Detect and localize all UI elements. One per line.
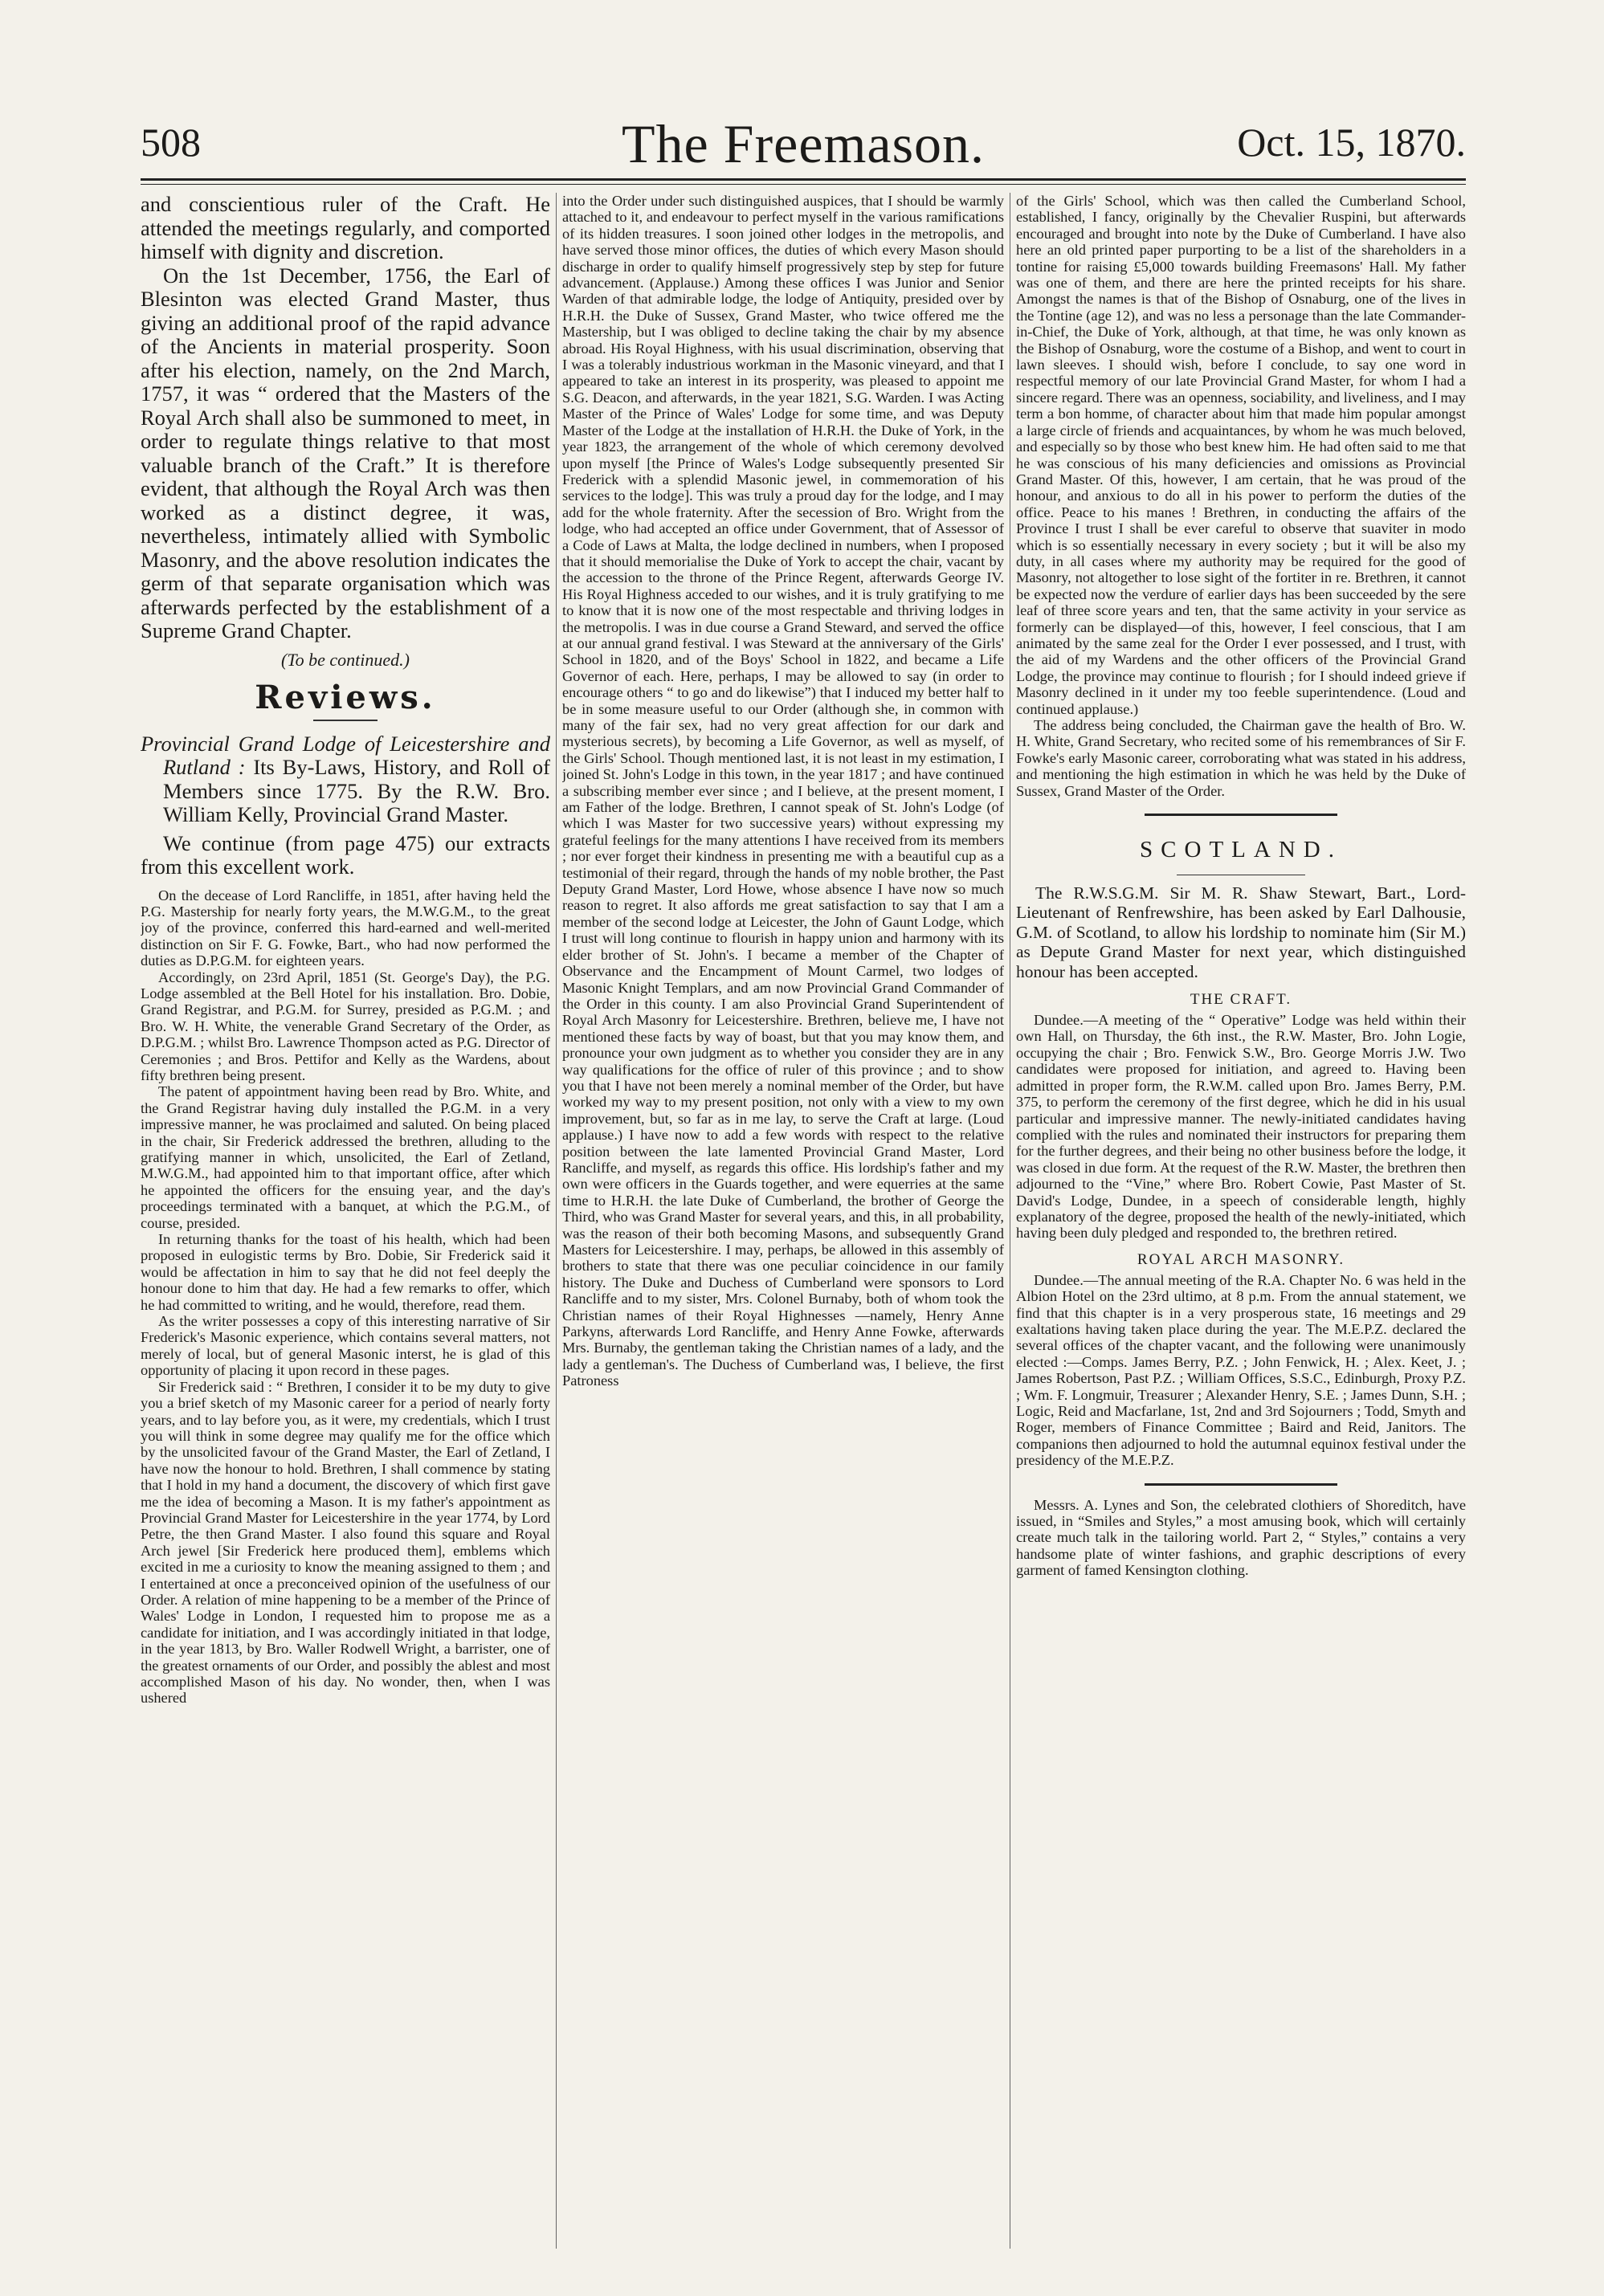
craft-paragraph: Dundee.—A meeting of the “ Operative” Lodge was held within their own Hall, on Thursday, the 6th inst., the R.W. Master, Bro. John Logie, occupying the chair ; Bro. Fenwick S.W., Bro. George Morris J.W. Two candidates were proposed for initiation, and agreed to. Having been admitted in proper form, the R.W.M. called upon Bro. James Berry, P.M. 375, to perform the ceremony of the first degree, which he did in his usual particular and impressive manner. The newly-initiated candidates having complied with the rules and nominated their instructors for preparing them for the further degrees, and their being no other business before the lodge, it was closed in due form. At the request of the R.W. Master, the brethren then adjourned to the “Vine,” where Bro. Robert Cowie, Past Master of St. David's Lodge, Dundee, in a speech of considerable length, highly explanatory of the degree, proposed the health of the newly-initiated, which having been duly pledged and responded to, the brethren retired. (1016, 1012, 1466, 1242)
review-title-rest: Its By-Laws, History, and Roll of Members since 1775. By the R.W. Bro. William Kelly, Provincial Grand Master. (163, 755, 550, 826)
craft-heading: THE CRAFT. (1190, 991, 1292, 1009)
article-paragraph: into the Order under such distinguished auspices, that I should be warmly attached to it, and endeavour to perfect myself in the various ramifications of its hidden treasures. I soon joined other lodges in the metropolis, and have served those minor offices, the duties of which every Mason should discharge in order to qualify himself progressively step by step for future advancement. (Applause.) Among these offices I was Junior and Senior Warden of that admirable lodge, the lodge of Antiquity, presided over by H.R.H. the Duke of Sussex, Grand Master, who twice offered me the Mastership, but I was obliged to decline taking the chair by my absence abroad. His Royal Highness, with his usual discrimination, observing that I was a tolerably industrious workman in the Masonic vineyard, and that I appeared to take an interest in its prosperity, was pleased to appoint me S.G. Deacon, and afterwards, in the year 1821, S.G. Warden. I was Acting Master of the Prince of Wales' Lodge for some time, and was Deputy Master of the Lodge at the installation of H.R.H. the Duke of York, in the year 1823, the arrangement of the whole of which ceremony devolved upon myself [the Prince of Wales's Lodge subsequently presented Sir Frederick with a splendid Masonic jewel, in commemoration of his services to the lodge]. This was truly a proud day for the lodge, and I may add for the whole fraternity. After the secession of Bro. Wright from the lodge, who had accepted an office under Government, that of Assessor of a Code of Laws at Malta, the lodge declined in numbers, when I proposed that it should memorialise the Duke of York to accept the chair, vacant by the accession to the throne of the Prince Regent, afterwards George IV. His Royal Highness acceded to our wishes, and it is truly gratifying to me to know that it is now one of the most respectable and thriving lodges in the metropolis. I was in due course a Grand Steward, and served the office at our annual grand festival. I was Steward at the anniversary of the Girls' School in 1820, and of the Boys' School in 1822, and became a Life Governor of each. Here, perhaps, I may be allowed to say (in order to encourage others “ to go and do likewise”) that I induced my better half to be in some measure useful to our Order (although she, in common with many of the fair sex, had no very great affection for our dark and mysterious secrets), by becoming a Life Governor, as well as myself, of the Girls' School. Though mentioned last, it is not least in my estimation, I joined St. John's Lodge in this town, in the year 1817 ; and have continued a subscribing member ever since ; and I believe, at the present moment, I am Father of the lodge. Brethren, I cannot speak of St. John's Lodge (of which I was Master for two successive years) without expressing my grateful feelings for the many attentions I have received from its members ; nor ever forget their kindness in presenting me with a beautiful cup as a testimonial of their regard, through the hands of my noble brother, the Past Deputy Grand Master, Lord Howe, whose absence I have now so much reason to regret. It also affords me great satisfaction to say that I am a member of the second lodge at Leicester, the John of Gaunt Lodge, which I trust will long continue to flourish in happy union and harmony with its elder brother of St. John's. I became a member of the Chapter of Observance and the Encampment of Mount Carmel, two lodges of Masonic Knight Templars, and am now Provincial Grand Commander of the Order in this county. I am also Provincial Grand Superintendent of Royal Arch Masonry for Leicestershire. Brethren, believe me, I have not mentioned these facts by way of boast, but that you may know them, and pronounce your own judgment as to whether you consider they are in any way qualifications for the office of ruler of this province ; and to show you that I have not been merely a nominal member of the Order, but have worked my way to my present position, not only with a view to my own improvement, but, so far as in me lay, to serve the Craft at large. (Loud applause.) I have now to add a few words with respect to the relative position between the late lamented Provincial Grand Master, Lord Rancliffe, and myself, as regards this office. His lordship's father and my own were officers in the Guards together, and were equerries at the same time to H.R.H. the late Duke of Cumberland, the brother of George the Third, who was Grand Master for several years, and this, in all probability, was the reason of their both becoming Masons, and subsequently Grand Masters for Leicestershire. I may, perhaps, be allowed in this assembly of brothers to state that there was one peculiar coincidence in our family history. The Duke and Duchess of Cumberland were sponsors to Lord Rancliffe and to my sister, Mrs. Colonel Burnaby, both of whom took the Christian names of their Royal Highnesses —namely, Henry Anne Parkyns, afterwards Lord Rancliffe, and Henry Anne Fowke, afterwards Mrs. Burnaby, the gentleman taking the Christian names of a lady, and the lady a gentleman's. The Duchess of Cumberland was, I believe, the first Patroness (562, 193, 1004, 1389)
review-title-italic: Provincial Grand Lodge of Leicestershire and Rutland : (141, 731, 550, 779)
article-paragraph: On the 1st December, 1756, the Earl of Blesinton was elected Grand Master, thus giving an additional proof of the rapid advance of the Ancients in material prosperity. Soon after his election, namely, on the 2nd March, 1757, it was “ ordered that the Masters of the Royal Arch shall also be summoned to meet, in order to regulate things relative to that most valuable branch of the Craft.” It is therefore evident, that although the Royal Arch was then worked as a distinct degree, it was, nevertheless, intimately allied with Symbolic Masonry, and the above resolution indicates the germ of that separate organisation which was afterwards perfected by the establishment of a Supreme Grand Chapter. (141, 263, 550, 642)
article-paragraph: Sir Frederick said : “ Brethren, I consider it to be my duty to give you a brief sketch of my Masonic career for a period of nearly forty years, and to lay before you, as it were, my credentials, which I trust you will think in some degree may qualify me for the office which by the unsolicited favour of the Grand Master, the Earl of Zetland, I have now the honour to hold. Brethren, I shall commence by stating that I hold in my hand a document, the discovery of which first gave me the idea of becoming a Mason. It is my father's appointment as Provincial Grand Master for Leicestershire in the year 1774, by Lord Petre, the then Grand Master. I also found this square and Royal Arch jewel [Sir Frederick here produced them], emblems which excited in me a curiosity to know the meaning assigned to them ; and I entertained at once a preconceived opinion of the usefulness of our Order. A relation of mine happening to be a member of the Prince of Wales' Lodge in London, I requested him to propose me as a candidate for initiation, and I was accordingly initiated in that lodge, in the year 1813, by Bro. Waller Rodwell Wright, a barrister, one of the greatest ornaments of our Order, and possibly the ablest and most accomplished Mason of his day. No wonder, then, when I was ushered (141, 1378, 550, 1707)
article-paragraph: The address being concluded, the Chairman gave the health of Bro. W. H. White, Grand Secretary, who recited some of his remembrances of Sir F. Fowke's early Masonic career, corroborating what was stated in his address, and mentioning the high estimation in which he was held by the Duke of Sussex, Grand Master of the Order. (1016, 717, 1466, 799)
article-paragraph: In returning thanks for the toast of his health, which had been proposed in eulogistic terms by Bro. Dobie, Sir Frederick said it would be affectation in him to say that he did not feel deeply the honour done to him that day. He had a few remarks to offer, which he had committed to writing, and he would, therefore, read them. (141, 1231, 550, 1313)
scotland-heading: SCOTLAND. (1140, 837, 1342, 863)
column-1 (141, 193, 550, 2249)
article-paragraph: The patent of appointment having been read by Bro. White, and the Grand Registrar having duly installed the P.G.M. in a very impressive manner, he was proclaimed and saluted. On being placed in the chair, Sir Frederick addressed the brethren, alluding to the gratifying manner in which, unsolicited, the Earl of Zetland, M.W.G.M., had appointed him to that important office, after which he appointed the officers for the ensuing year, and the day's proceedings terminated with a banquet, at which the P.G.M., of course, presided. (141, 1083, 550, 1231)
column-2 (562, 193, 1004, 2249)
column-divider (556, 193, 557, 2249)
royal-arch-paragraph: Dundee.—The annual meeting of the R.A. Chapter No. 6 was held in the Albion Hotel on the 23rd ultimo, at 8 p.m. From the annual statement, we find that this chapter is in a very prosperous state, 16 meetings and 29 exaltations having taken place during the year. The M.E.P.Z. declared the several offices of the chapter vacant, and the following were unanimously elected :—Comps. James Berry, P.Z. ; John Fenwick, H. ; Alex. Keet, J. ; James Robertson, Past P.Z. ; William Offices, S.S.C., Edinburgh, Proxy P.Z. ; Wm. F. Longmuir, Treasurer ; Alexander Henry, S.E. ; James Dunn, S.H. ; Logic, Reid and Macfarlane, 1st, 2nd and 3rd Sojourners ; Todd, Smyth and Roger, members of Finance Committee ; Baird and Reid, Janitors. The companions then adjourned to hold the autumnal equinox festival under the presidency of the M.E.P.Z. (1016, 1271, 1466, 1469)
issue-date: Oct. 15, 1870. (1237, 120, 1466, 165)
column-3 (1016, 193, 1466, 2249)
masthead-rule-thin (141, 184, 1466, 185)
masthead (141, 112, 1466, 177)
article-paragraph: of the Girls' School, which was then called the Cumberland School, established, I fancy, originally by the Chevalier Ruspini, but afterwards encouraged and brought into note by the Duke of Cumberland. I have also here an old printed paper purporting to be a list of the shareholders in a tontine for raising £5,000 towards building Freemasons' Hall. My father was one of them, and there are here the printed receipts for his share. Amongst the names is that of the Bishop of Osnaburg, one of the lives in the Tontine (age 12), and was no less a personage than the late Commander-in-Chief, the Duke of York, although, at that time, he was only known as the Bishop of Osnaburg, wore the costume of a Bishop, and went to court in lawn sleeves. I should wish, before I conclude, to say one word in respectful memory of our late Provincial Grand Master, for whom I had a sincere regard. There was an openness, sociability, and liveliness, and I may term a bon homme, of character about him that made him popular amongst a large circle of friends and acquaintances, by whom he was much beloved, and especially so by those who best knew him. He had often said to me that he was conscious of his many deficiencies and omissions as Provincial Grand Master. Of this, however, I am certain, that he was proud of the honour, and anxious to do all in his power to perform the duties of the office. Peace to his manes ! Brethren, in conducting the affairs of the Province I trust I shall be ever careful to observe that suaviter in modo which is so essentially necessary in every society ; but it will be also my duty, in all cases where my authority may be required for the good of Masonry, not altogether to lose sight of the fortiter in re. Brethren, it cannot be expected now the verdure of earlier days has been succeeded by the sere leaf of three score years and ten, that the same activity in your service as formerly can be displayed—of this, however, I feel conscious, that I am animated by the same zeal for the Order I ever possessed, and I trust, with the aid of my Wardens and the other officers of the Provincial Grand Lodge, the province may continue to flourish ; for I should indeed grieve if Masonry declined in it under my too feeble superintendence. (Loud and continued applause.) (1016, 193, 1466, 717)
article-paragraph: Accordingly, on 23rd April, 1851 (St. George's Day), the P.G. Lodge assembled at the Bell Hotel for his installation. Bro. Dobie, Grand Registrar, and P.G.M. for Surrey, presided as P.G.M. ; and Bro. W. H. White, the venerable Grand Secretary of the Order, as D.P.G.M. ; whilst Bro. Lawrence Thompson acted as P.G. Director of Ceremonies ; and Bros. Pettifor and Kelly as the Wardens, about fifty brethren being present. (141, 969, 550, 1083)
heading-dash (313, 720, 378, 721)
newspaper-title: The Freemason. (621, 113, 986, 174)
reviews-heading: Reviews. (255, 678, 436, 716)
review-intro: We continue (from page 475) our extracts from this excellent work. (141, 830, 550, 879)
masthead-rule-thick (141, 178, 1466, 181)
lynes-paragraph: Messrs. A. Lynes and Son, the celebrated clothiers of Shoreditch, have issued, in “Smiles and Styles,” a most amusing book, which will certainly create much talk in the tailoring world. Part 2, “ Styles,” contains a very handsome plate of winter fashions, and graphic descriptions of every garment of famed Kensington clothing. (1016, 1496, 1466, 1579)
royal-arch-heading: ROYAL ARCH MASONRY. (1137, 1250, 1345, 1268)
article-paragraph: As the writer possesses a copy of this interesting narrative of Sir Frederick's Masonic experience, which contains several matters, not merely of local, but of general Masonic interst, he is glad of this opportunity of placing it upon record in these pages. (141, 1313, 550, 1379)
review-title (141, 732, 550, 827)
article-paragraph: On the decease of Lord Rancliffe, in 1851, after having held the P.G. Mastership for nearly forty years, the M.W.G.M., to the great joy of the province, conferred this hard-earned and well-merited distinction on Sir F. G. Fowke, Bart., who had now performed the duties as D.P.G.M. for eighteen years. (141, 887, 550, 969)
article-paragraph: and conscientious ruler of the Craft. He attended the meetings regularly, and comported himself with dignity and discretion. (141, 193, 550, 263)
page-number: 508 (141, 120, 201, 165)
section-rule (1145, 814, 1337, 816)
scotland-paragraph: The R.W.S.G.M. Sir M. R. Shaw Stewart, Bart., Lord-Lieutenant of Renfrewshire, has been asked by Earl Dalhousie, G.M. of Scotland, to allow his lordship to nominate him (Sir M.) as Depute Grand Master for next year, which distinguished honour has been accepted. (1016, 883, 1466, 981)
section-rule (1145, 1483, 1337, 1486)
to-be-continued: (To be continued.) (281, 649, 410, 670)
